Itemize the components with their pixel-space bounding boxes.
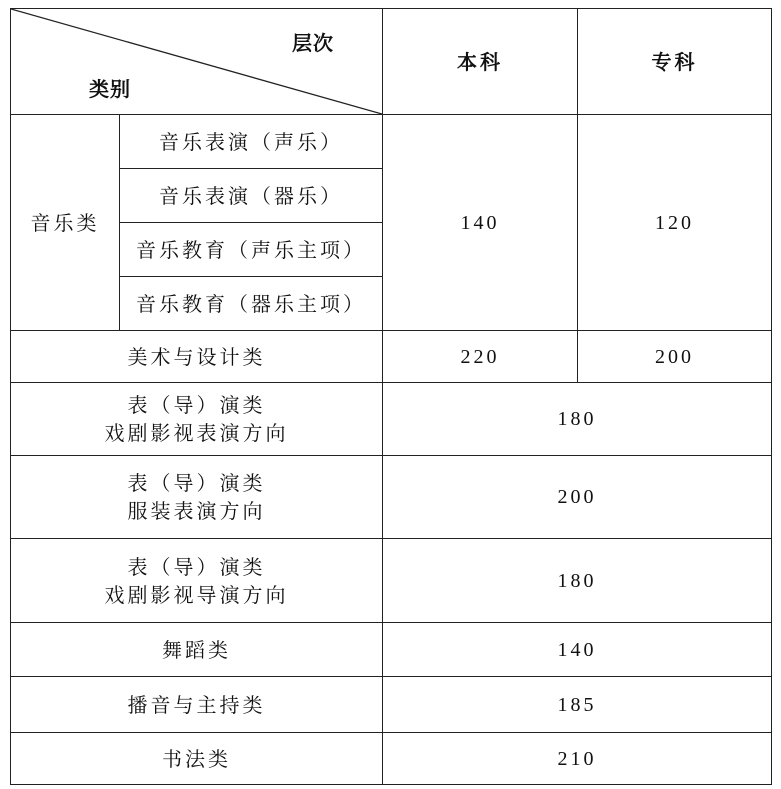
music-undergrad-score: 140 [383, 115, 578, 331]
performance-score-2: 200 [383, 456, 772, 539]
diagonal-header-cell [11, 9, 383, 115]
performance-label-3-line2: 戏剧影视导演方向 [104, 582, 289, 607]
performance-label-1-line1: 表（导）演类 [127, 393, 266, 417]
performance-row-3 [11, 539, 772, 623]
broadcast-label: 播音与主持类 [11, 677, 383, 733]
art-design-row [11, 331, 772, 383]
diagonal-line [11, 9, 382, 114]
calligraphy-row [11, 733, 772, 785]
college-header: 专科 [578, 9, 772, 115]
performance-row-1 [11, 383, 772, 456]
performance-label-3-line1: 表（导）演类 [127, 554, 266, 579]
art-design-undergrad-score: 220 [383, 331, 578, 383]
music-college-score: 120 [578, 115, 772, 331]
performance-score-1: 180 [383, 383, 772, 456]
performance-row-2 [11, 456, 772, 539]
performance-label-2-line1: 表（导）演类 [127, 471, 266, 495]
performance-label-1 [11, 383, 383, 456]
performance-label-1-line2: 戏剧影视表演方向 [104, 421, 289, 445]
performance-label-2 [11, 456, 383, 539]
header-row [11, 9, 772, 115]
art-design-college-score: 200 [578, 331, 772, 383]
broadcast-score: 185 [383, 677, 772, 733]
broadcast-row [11, 677, 772, 733]
category-header-label: 类别 [89, 77, 131, 101]
performance-label-3 [11, 539, 383, 623]
undergrad-header: 本科 [383, 9, 578, 115]
performance-label-2-line2: 服装表演方向 [127, 499, 266, 523]
art-design-label: 美术与设计类 [11, 331, 383, 383]
dance-score: 140 [383, 623, 772, 677]
level-header-label: 层次 [292, 31, 334, 55]
calligraphy-score: 210 [383, 733, 772, 785]
score-table [10, 8, 772, 785]
music-sub-3: 音乐教育（声乐主项） [120, 223, 383, 277]
music-group-cell: 音乐类 [11, 115, 120, 331]
performance-score-3: 180 [383, 539, 772, 623]
music-row-1 [11, 115, 772, 169]
music-sub-1: 音乐表演（声乐） [120, 115, 383, 169]
calligraphy-label: 书法类 [11, 733, 383, 785]
music-sub-4: 音乐教育（器乐主项） [120, 277, 383, 331]
dance-row [11, 623, 772, 677]
music-sub-2: 音乐表演（器乐） [120, 169, 383, 223]
dance-label: 舞蹈类 [11, 623, 383, 677]
